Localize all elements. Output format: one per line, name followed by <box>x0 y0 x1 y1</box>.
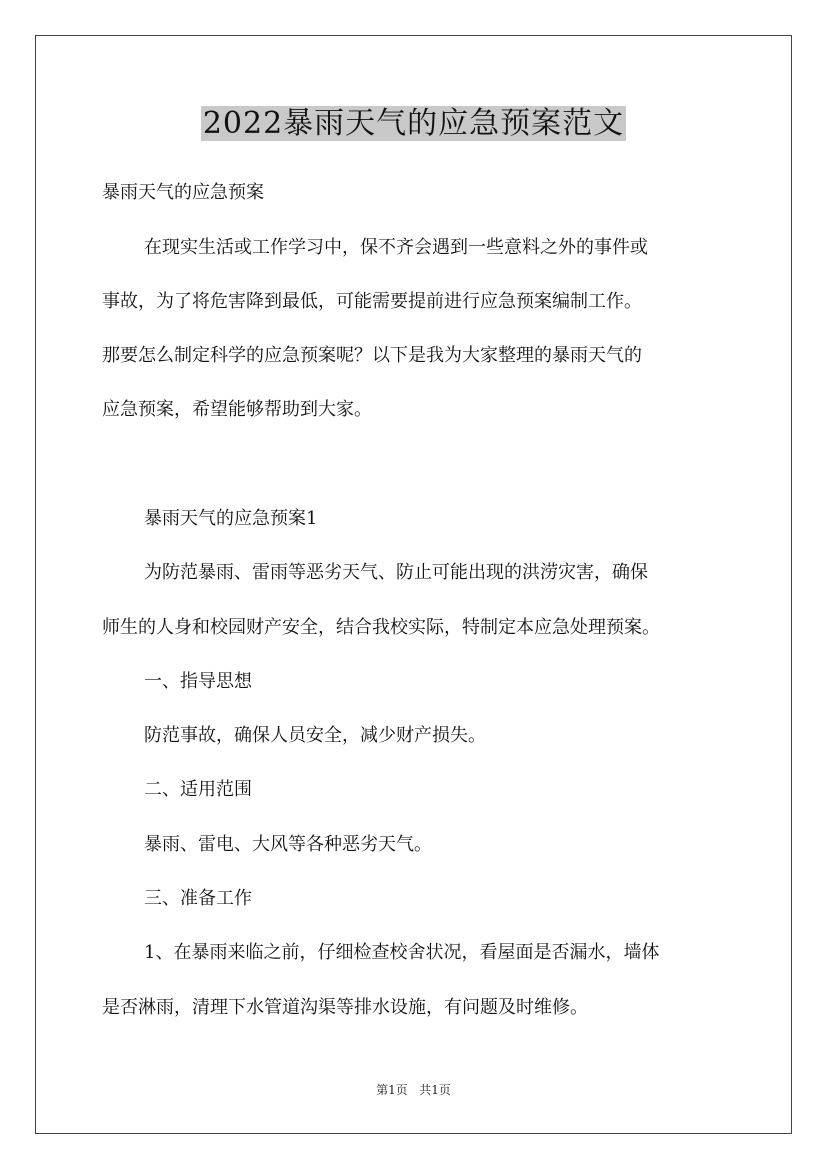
paragraph-line: 暴雨、雷电、大风等各种恶劣天气。 <box>144 834 432 855</box>
paragraph-line: 在现实生活或工作学习中，保不齐会遇到一些意料之外的事件或 <box>144 237 648 258</box>
page-total: 共1页 <box>419 1083 451 1097</box>
paragraph-line: 是否淋雨，清理下水管道沟渠等排水设施，有问题及时维修。 <box>102 997 588 1018</box>
subheading: 二、适用范围 <box>144 779 252 800</box>
paragraph-line: 1、在暴雨来临之前，仔细检查校舍状况，看屋面是否漏水，墙体 <box>144 942 660 963</box>
section-heading: 暴雨天气的应急预案1 <box>144 508 318 529</box>
paragraph-line: 为防范暴雨、雷雨等恶劣天气、防止可能出现的洪涝灾害，确保 <box>144 562 648 583</box>
paragraph-line: 那要怎么制定科学的应急预案呢？以下是我为大家整理的暴雨天气的 <box>102 345 642 366</box>
paragraph-line: 防范事故，确保人员安全，减少财产损失。 <box>144 725 486 746</box>
paragraph-line: 师生的人身和校园财产安全，结合我校实际，特制定本应急处理预案。 <box>102 617 660 638</box>
subheading: 一、指导思想 <box>144 671 252 692</box>
page-number: 第1页 <box>376 1083 408 1097</box>
page-footer <box>0 1082 827 1098</box>
document-title-text: 2022暴雨天气的应急预案范文 <box>202 106 625 141</box>
subheading: 三、准备工作 <box>144 888 252 909</box>
document-title <box>0 102 827 146</box>
paragraph-line: 事故，为了将危害降到最低，可能需要提前进行应急预案编制工作。 <box>102 291 642 312</box>
paragraph-line: 应急预案，希望能够帮助到大家。 <box>102 399 372 420</box>
intro-heading: 暴雨天气的应急预案 <box>102 182 264 203</box>
